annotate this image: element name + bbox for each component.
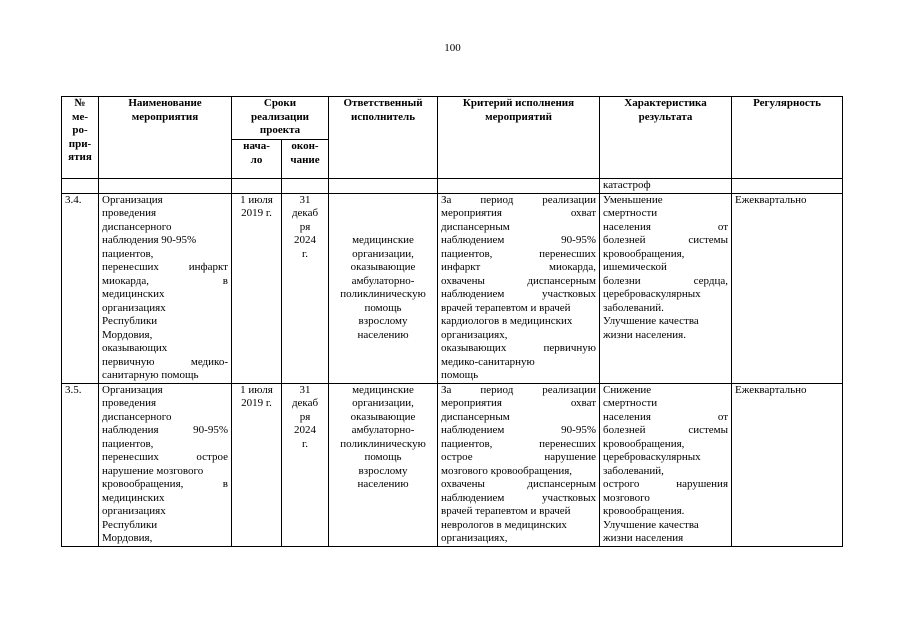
header-dates (232, 97, 329, 140)
cell-line: кардиологов в медицинских (441, 315, 573, 327)
cell-line: декаб (291, 397, 319, 409)
cell-line: взрослому (358, 315, 408, 327)
header-criteria (438, 97, 600, 179)
cell-line: диспансерного (102, 410, 172, 423)
cell-line: мероприятия (131, 110, 199, 123)
cell-line: пациентов, (102, 247, 154, 260)
cell-line: мероприятия охват (441, 207, 597, 219)
cell-line: Мордовия, (102, 532, 153, 544)
cell-line: наблюдением участковых (441, 491, 597, 504)
cell-line: мероприятия охват (441, 397, 597, 409)
cell-line: реализации (250, 110, 310, 123)
cell-line: оказывающих первичную (441, 342, 597, 354)
cell-line: организации, (352, 397, 414, 409)
cell-line: помощь (364, 301, 402, 314)
cell-line: окон- (291, 140, 319, 152)
cell-line: Характеристика (624, 97, 707, 109)
cell-line: ро- (72, 124, 88, 136)
cell-line: кровообращения, в (102, 478, 228, 490)
cell-line: мероприятий (485, 110, 552, 123)
row-start (232, 193, 282, 383)
row-regularity: Ежеквартально (732, 383, 843, 546)
header-end (282, 140, 329, 179)
cell-line: жизни населения. (603, 328, 686, 341)
cell-line: болезни сердца, (603, 274, 729, 287)
cell-line: жизни населения (603, 532, 684, 544)
cell-line: г. (301, 437, 309, 450)
cell-line: помощь (441, 369, 479, 381)
cell-line: 31 (299, 383, 311, 396)
cell-line: ря (299, 220, 311, 233)
cell-line: острое нарушение (441, 451, 597, 463)
cell-line: неврологов в медицинских (441, 518, 567, 531)
cell-line: болезней системы (603, 234, 729, 246)
header-regularity: Регулярность (732, 97, 843, 179)
cell-line: ло (250, 153, 263, 166)
row-number: 3.4. (62, 193, 99, 383)
cell-line: За период реализации (441, 383, 597, 396)
row-end (282, 193, 329, 383)
cell-line: миокарда, в (102, 274, 228, 287)
cell-line: 2019 г. (241, 207, 272, 219)
cell-line: кровообращения. (603, 505, 685, 517)
cell-line: населения от (603, 410, 729, 423)
cell-line: диспансерным (441, 220, 510, 233)
cell-line: мозгового кровообращения, (441, 464, 573, 477)
continuation-row (62, 179, 843, 194)
table-row (62, 383, 843, 546)
cell-line: цереброваскулярных (603, 451, 701, 463)
cell-line: 2024 (294, 424, 316, 436)
cell-line: пациентов, перенесших (441, 437, 597, 450)
cell-line: организациях (102, 505, 166, 517)
cell-line: поликлиническую (340, 437, 426, 450)
cell-line: результата (638, 110, 693, 123)
cell-line: 2024 (294, 234, 316, 246)
cell-line: кровообращения, (603, 437, 685, 450)
cell-line: организациях, (441, 328, 508, 341)
cell-line: кровообращения, (603, 247, 685, 260)
cell-line: смертности (603, 397, 658, 409)
cell-line: проведения (102, 207, 157, 219)
row-regularity: Ежеквартально (732, 193, 843, 383)
cell-line: оказывающие (350, 261, 416, 273)
cell-line: За период реализации (441, 193, 597, 206)
page-number: 100 (444, 42, 461, 54)
cell-line: Республики (102, 315, 158, 327)
cell-line: перенесших острое (102, 451, 228, 463)
cell-line: декаб (291, 207, 319, 219)
cell-line: Республики (102, 518, 158, 531)
cell-line: Сроки (263, 97, 297, 109)
cell-line: помощь (364, 451, 402, 463)
cell-line: при- (68, 137, 92, 150)
cell-line: населению (357, 328, 409, 341)
cell-line: чание (290, 153, 320, 166)
cell-line: Снижение (603, 383, 652, 396)
cell-line: Организация (102, 383, 163, 396)
header-responsible (329, 97, 438, 179)
cell-line: нарушение мозгового (102, 464, 204, 477)
table-row (62, 193, 843, 383)
table-header-row (62, 97, 843, 140)
cell-line: взрослому (358, 464, 408, 477)
cell-line: оказывающих (102, 342, 168, 354)
row-number: 3.5. (62, 383, 99, 546)
row-result (600, 193, 732, 383)
row-start (232, 383, 282, 546)
cell-line: Мордовия, (102, 328, 153, 341)
cell-line: врачей терапевтом и врачей (441, 505, 571, 517)
cell-line: перенесших инфаркт (102, 261, 228, 273)
cell-line: заболеваний. (603, 301, 664, 314)
cell-line: цереброваскулярных (603, 288, 701, 300)
cell-line: 1 июля (240, 193, 273, 206)
header-result (600, 97, 732, 179)
row-name (99, 193, 232, 383)
cell-line: болезней системы (603, 424, 729, 436)
activities-table (61, 96, 843, 547)
row-end (282, 383, 329, 546)
cell-line: 31 (299, 193, 311, 206)
cell-line: Критерий исполнения (462, 97, 575, 109)
cell-line: ме- (71, 110, 89, 123)
cell-line: поликлиническую (340, 288, 426, 300)
cell-line: диспансерным (441, 410, 510, 423)
row-criteria (438, 193, 600, 383)
cell-line: пациентов, перенесших (441, 247, 597, 260)
cell-line: пациентов, (102, 437, 154, 450)
cell-line: наблюдением участковых (441, 288, 597, 300)
cell-line: Уменьшение (603, 193, 663, 206)
cell-line: медицинских (102, 288, 165, 300)
cell-line: наблюдением 90-95% (441, 234, 597, 246)
cell-line: наблюдением 90-95% (441, 424, 597, 436)
row-name (99, 383, 232, 546)
cell-line: медицинские (352, 383, 414, 396)
cell-line: наблюдения 90-95% (102, 424, 228, 436)
cell-line: амбулаторно- (351, 424, 415, 436)
cell-line: заболеваний, (603, 464, 664, 477)
cell-line: организации, (352, 247, 414, 260)
cell-line: организациях (102, 301, 166, 314)
cell-line: исполнитель (350, 110, 416, 123)
cell-line: населения от (603, 220, 729, 233)
cell-line: проведения (102, 397, 157, 409)
cell-line: 2019 г. (241, 397, 272, 409)
cell-line: г. (301, 247, 309, 260)
row-result (600, 383, 732, 546)
cell-line: Улучшение качества (603, 518, 699, 531)
cell-line: населению (357, 478, 409, 490)
cell-line: острого нарушения (603, 478, 729, 490)
cell-line: Ответственный (343, 97, 423, 109)
cell-line: медико-санитарную (441, 355, 535, 368)
row-responsible (329, 383, 438, 546)
cell-line: Улучшение качества (603, 315, 699, 327)
cell-line: инфаркт миокарда, (441, 261, 597, 273)
cell-line: нача- (243, 140, 270, 152)
cell-line: первичную медико- (102, 355, 228, 368)
cell-line: проекта (259, 124, 301, 136)
cell-line: охвачены диспансерным (441, 478, 597, 490)
continuation-result: катастроф (600, 179, 732, 194)
cell-line: ятия (68, 151, 92, 163)
cell-line: наблюдения 90-95% (102, 234, 197, 246)
cell-line: медицинские (352, 234, 414, 246)
cell-line: охвачены диспансерным (441, 274, 597, 287)
cell-line: диспансерного (102, 220, 172, 233)
cell-line: смертности (603, 207, 658, 219)
cell-line: врачей терапевтом и врачей (441, 301, 571, 314)
cell-line: Организация (102, 193, 163, 206)
cell-line: мозгового (603, 491, 650, 504)
cell-line: 1 июля (240, 383, 273, 396)
cell-line: организациях, (441, 532, 508, 544)
cell-line: Наименование (128, 97, 202, 109)
cell-line: ишемической (603, 261, 667, 273)
cell-line: оказывающие (350, 410, 416, 423)
cell-line: медицинских (102, 491, 165, 504)
row-responsible (329, 193, 438, 383)
row-criteria (438, 383, 600, 546)
cell-line: № (74, 97, 86, 109)
cell-line: амбулаторно- (351, 274, 415, 287)
header-number (62, 97, 99, 179)
cell-line: ря (299, 410, 311, 423)
header-name (99, 97, 232, 179)
cell-line: санитарную помощь (102, 369, 199, 381)
header-start (232, 140, 282, 179)
